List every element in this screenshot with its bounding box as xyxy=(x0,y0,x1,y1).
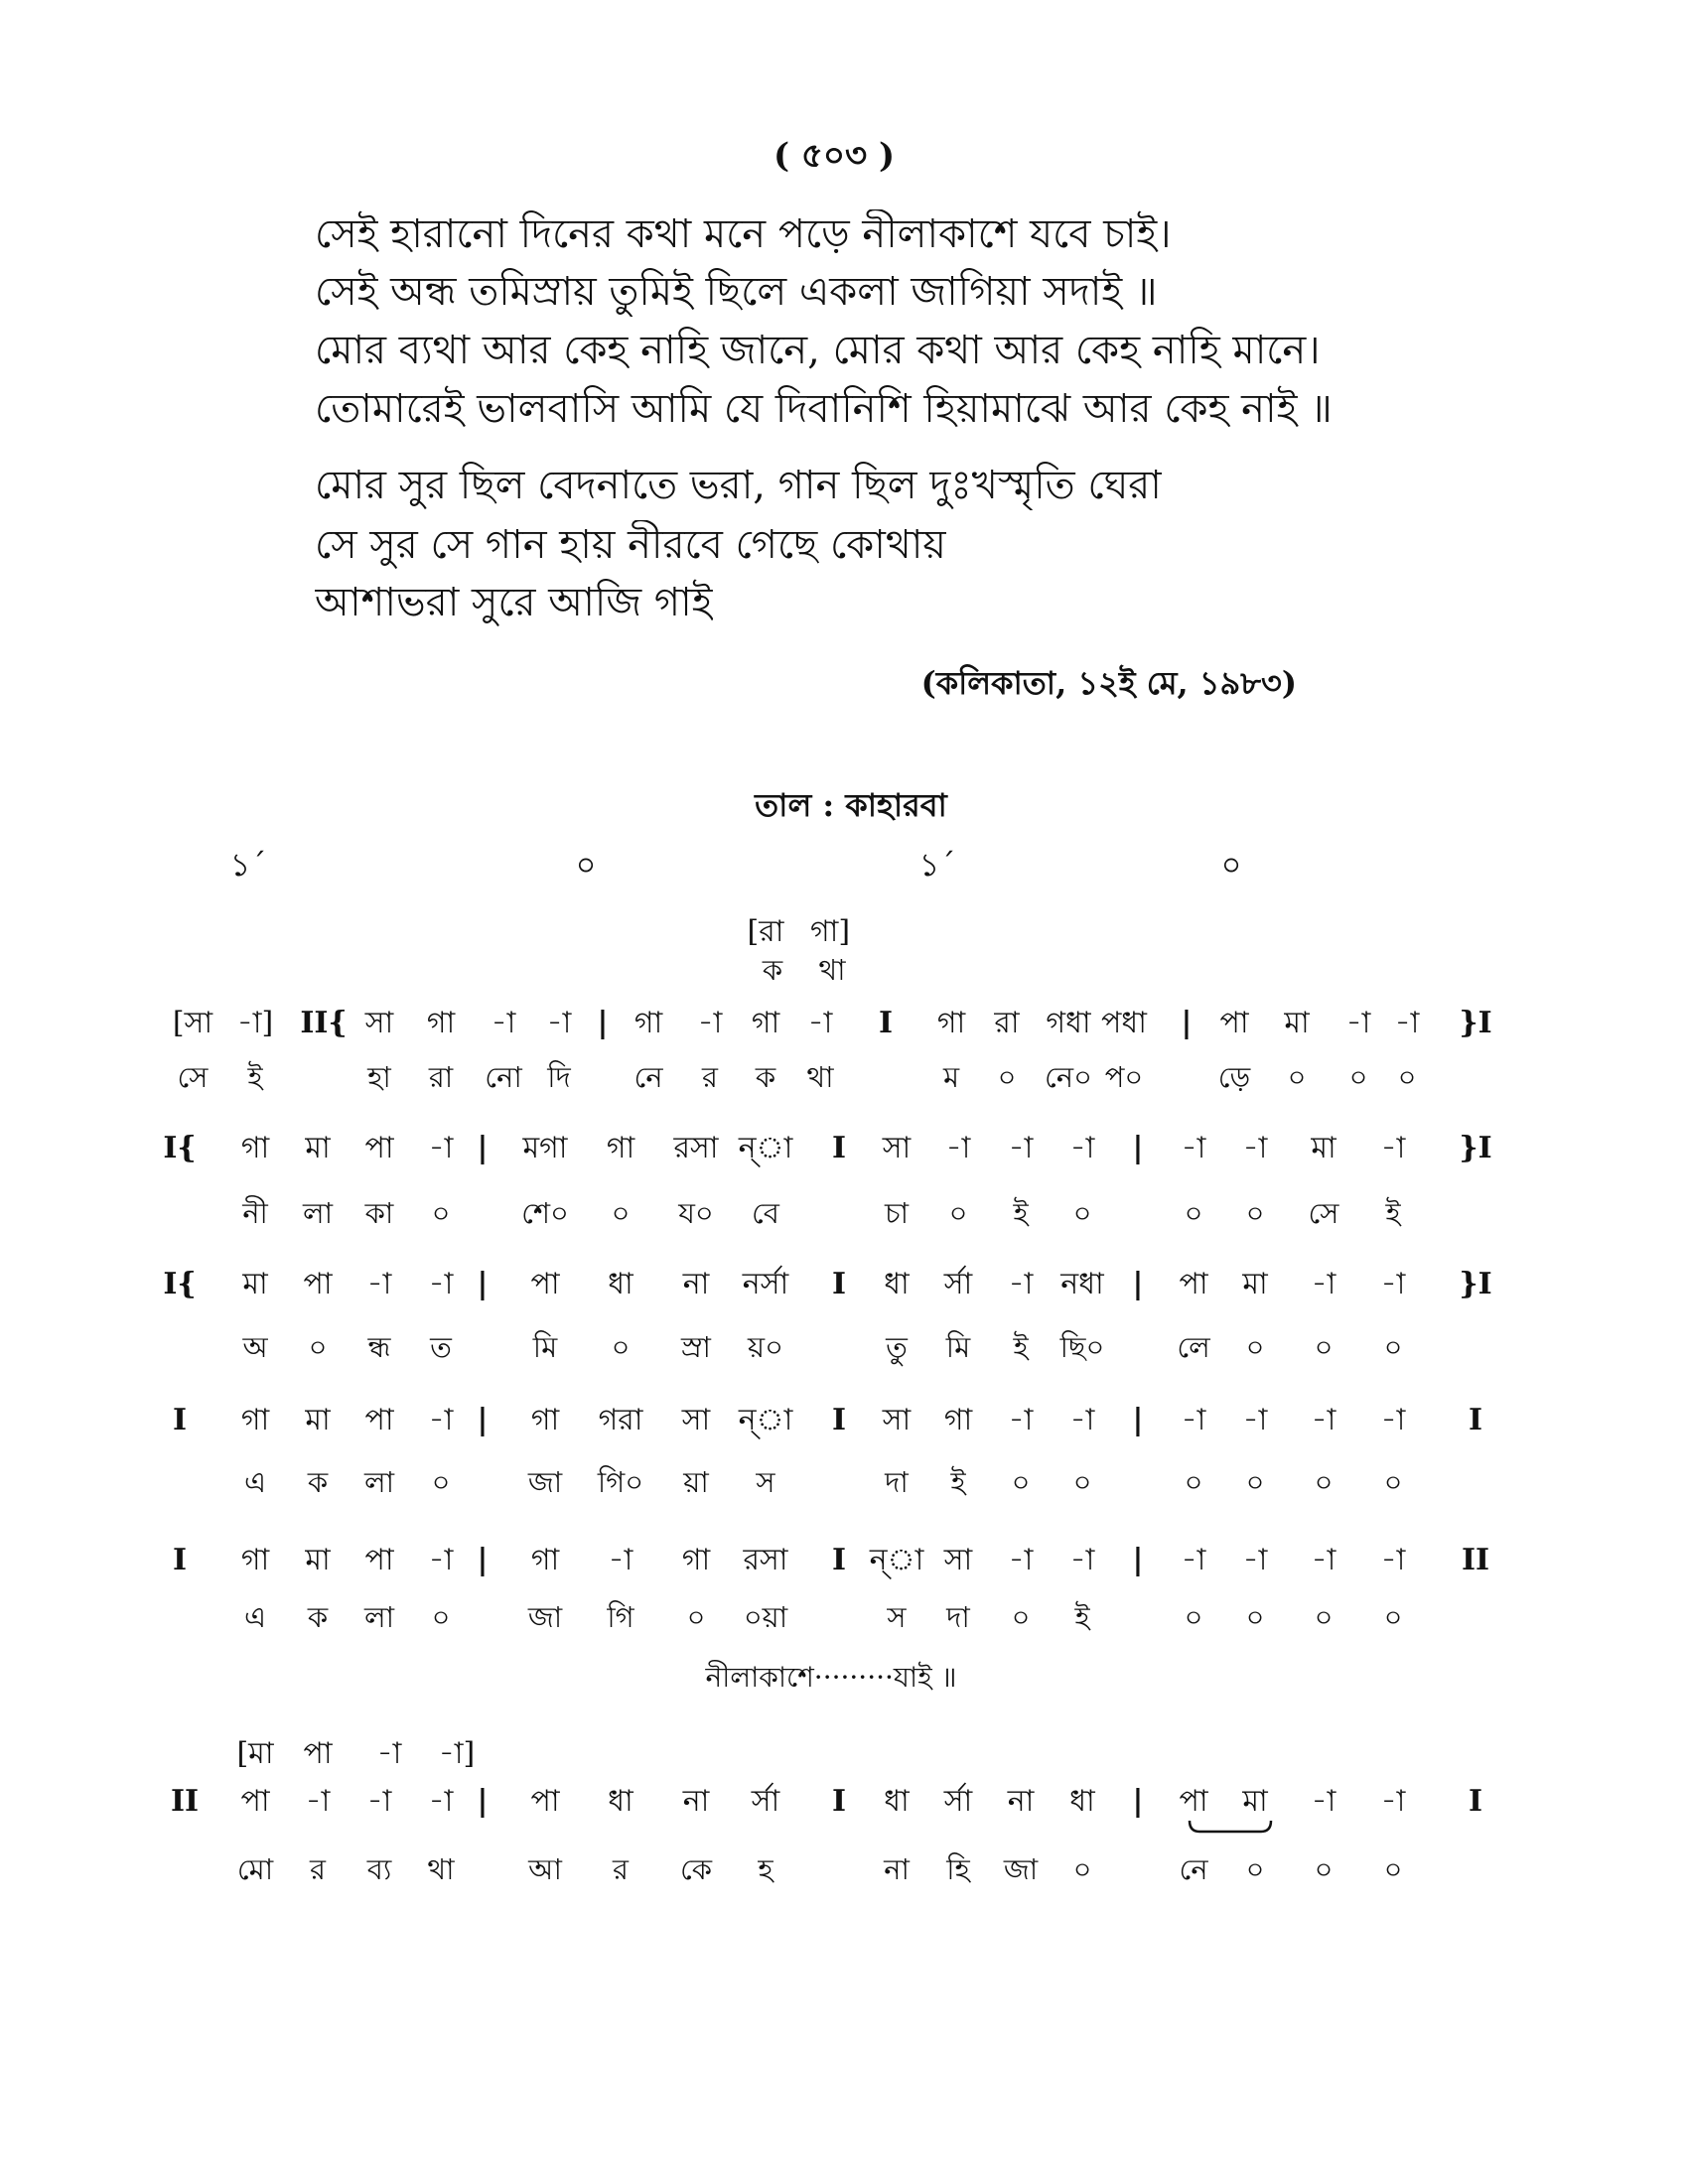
note-cell: -া xyxy=(1008,1403,1034,1437)
note-cell: পা xyxy=(303,1267,333,1301)
note-cell: -া xyxy=(1380,1784,1406,1819)
lyric-syllable: কে xyxy=(679,1852,713,1886)
refrain-cue: নীলাকাশে·········যাই ॥ xyxy=(705,1661,957,1694)
variant-syllable: ক xyxy=(762,953,783,987)
note-cell: পা xyxy=(1179,1784,1208,1819)
place-date: (কলিকাতা, ১২ই মে, ১৯৮৩) xyxy=(920,664,1297,702)
note-cell: -া xyxy=(1181,1131,1206,1165)
beat-mark: ১´ xyxy=(918,846,956,884)
lyric-line: মোর সুর ছিল বেদনাতে ভরা, গান ছিল দুঃখস্মৃতি ঘেরা xyxy=(315,463,1162,508)
lyric-syllable: স xyxy=(887,1600,907,1634)
lyric-syllable: ই xyxy=(1074,1600,1090,1634)
lyric-syllable: গি০ xyxy=(597,1465,644,1499)
barline: | xyxy=(1181,1006,1193,1040)
note-cell: গরা xyxy=(598,1403,643,1437)
tal-label: তাল : কাহারবা xyxy=(755,786,947,824)
lyric-syllable: ০ xyxy=(1184,1465,1203,1499)
lyric-syllable: ০ xyxy=(1184,1196,1203,1230)
note-cell: মা xyxy=(1284,1006,1310,1040)
lyric-syllable: ০ xyxy=(1314,1852,1334,1886)
prefix-note: [সা xyxy=(172,1006,213,1040)
note-cell: -া xyxy=(491,1006,516,1040)
note-cell: র্সা xyxy=(943,1267,973,1301)
lyric-syllable: সে xyxy=(1308,1196,1339,1230)
note-cell: ধা xyxy=(608,1784,633,1819)
lyric-syllable: ০ xyxy=(1383,1465,1403,1499)
lyric-syllable: ০ xyxy=(1011,1465,1031,1499)
note-cell: পা xyxy=(364,1543,394,1577)
note-cell: -া xyxy=(945,1131,971,1165)
lyric-syllable: আ xyxy=(528,1852,562,1886)
lyric-syllable: য়া xyxy=(683,1465,709,1499)
lyric-syllable: ০ xyxy=(686,1600,706,1634)
lyric-syllable: কা xyxy=(364,1196,394,1230)
note-cell: গা xyxy=(530,1543,560,1577)
lyric-syllable: ই xyxy=(1385,1196,1401,1230)
lyric-syllable: ক xyxy=(755,1060,776,1094)
variant-note: [মা xyxy=(236,1736,274,1771)
note-cell: ন্‌া xyxy=(738,1403,793,1437)
note-cell: গা xyxy=(530,1403,560,1437)
beat-mark: ১´ xyxy=(229,846,267,884)
section-end-marker: }I xyxy=(1459,1267,1492,1301)
page-number: ( ৫০৩ ) xyxy=(773,136,896,176)
lyric-syllable: মি xyxy=(945,1330,971,1364)
lyric-syllable: ন্ধ xyxy=(367,1330,391,1364)
beat-divider: I xyxy=(878,1006,894,1040)
note-cell: পা xyxy=(530,1267,560,1301)
note-cell: গা xyxy=(681,1543,711,1577)
note-cell: -া xyxy=(1311,1543,1336,1577)
variant-note: -া] xyxy=(438,1736,476,1771)
beat-divider: I xyxy=(831,1403,847,1437)
section-end-marker: }I xyxy=(1459,1006,1492,1040)
note-cell: ধা xyxy=(884,1784,910,1819)
slur-mark xyxy=(1187,1819,1274,1837)
barline: | xyxy=(1132,1543,1144,1577)
note-cell: গধা xyxy=(1046,1006,1091,1040)
note-cell: -া xyxy=(807,1006,833,1040)
note-cell: পা xyxy=(1219,1006,1249,1040)
prefix-syllable: সে xyxy=(177,1060,209,1094)
lyric-syllable: ০ xyxy=(948,1196,968,1230)
variant-note: -া xyxy=(376,1736,402,1771)
barline: | xyxy=(597,1006,609,1040)
note-cell: গা xyxy=(240,1403,270,1437)
note-cell: সা xyxy=(681,1403,711,1437)
note-cell: -া xyxy=(1380,1267,1406,1301)
note-cell: -া xyxy=(1311,1267,1336,1301)
lyric-syllable: লা xyxy=(363,1600,395,1634)
variant-note: গা] xyxy=(809,914,851,949)
lyric-syllable: লা xyxy=(363,1465,395,1499)
lyric-syllable: ০ xyxy=(1245,1330,1265,1364)
lyric-syllable: বে xyxy=(752,1196,779,1230)
note-cell: -া xyxy=(1380,1543,1406,1577)
section-end-marker: }I xyxy=(1459,1131,1492,1165)
lyric-syllable: প০ xyxy=(1104,1060,1144,1094)
note-cell: -া xyxy=(697,1006,723,1040)
note-cell: ধা xyxy=(608,1267,633,1301)
note-cell: -া xyxy=(428,1543,454,1577)
note-cell: -া xyxy=(1242,1403,1268,1437)
lyric-syllable: ই xyxy=(1013,1330,1029,1364)
lyric-line: মোর ব্যথা আর কেহ নাহি জানে, মোর কথা আর কেহ নাহি মানে। xyxy=(315,328,1321,373)
lyric-syllable: ০ xyxy=(308,1330,328,1364)
note-cell: পা xyxy=(364,1403,394,1437)
lyric-syllable: ০ xyxy=(1184,1600,1203,1634)
barline: | xyxy=(1132,1131,1144,1165)
note-cell: রা xyxy=(994,1006,1020,1040)
note-cell: গা xyxy=(240,1131,270,1165)
lyric-syllable: এ xyxy=(243,1600,267,1634)
lyric-syllable: ক xyxy=(307,1600,329,1634)
lyric-syllable: ০ xyxy=(1072,1196,1092,1230)
lyric-syllable: ০ xyxy=(1072,1465,1092,1499)
note-cell: -া xyxy=(1008,1543,1034,1577)
note-cell: -া xyxy=(1069,1543,1095,1577)
lyric-line: তোমারেই ভালবাসি আমি যে দিবানিশি হিয়ামাঝে আর কেহ নাই ॥ xyxy=(315,386,1333,432)
lyric-syllable: ই xyxy=(1013,1196,1029,1230)
note-cell: সা xyxy=(943,1543,973,1577)
lyric-syllable: এ xyxy=(243,1465,267,1499)
lyric-syllable: স xyxy=(756,1465,775,1499)
lyric-syllable: হ xyxy=(758,1852,774,1886)
barline: | xyxy=(477,1131,489,1165)
lyric-syllable: ০ xyxy=(431,1600,451,1634)
barline: | xyxy=(477,1267,489,1301)
section-end-marker: I xyxy=(1468,1403,1483,1437)
beat-divider: I xyxy=(831,1784,847,1819)
lyric-syllable: দা xyxy=(946,1600,970,1634)
lyric-syllable: ০ xyxy=(1383,1600,1403,1634)
note-cell: না xyxy=(682,1784,710,1819)
section-end-marker: I xyxy=(1468,1784,1483,1819)
lyric-syllable: মো xyxy=(236,1852,274,1886)
note-cell: রসা xyxy=(673,1131,719,1165)
note-cell: মা xyxy=(1311,1131,1336,1165)
note-cell: সা xyxy=(364,1006,394,1040)
lyric-syllable: নী xyxy=(242,1196,268,1230)
note-cell: গা xyxy=(426,1006,456,1040)
lyric-syllable: নে০ xyxy=(1045,1060,1092,1094)
lyric-line: সেই অন্ধ তমিস্রায় তুমিই ছিলে একলা জাগিয়া সদাই ॥ xyxy=(315,269,1158,315)
beat-divider: I xyxy=(831,1131,847,1165)
section-start-marker: II{ xyxy=(300,1006,348,1040)
lyric-syllable: দা xyxy=(885,1465,909,1499)
note-cell: নধা xyxy=(1060,1267,1104,1301)
note-cell: -া xyxy=(608,1543,633,1577)
note-cell: পা xyxy=(1179,1267,1208,1301)
note-cell: র্সা xyxy=(751,1784,780,1819)
barline: | xyxy=(477,1403,489,1437)
section-start-marker: I{ xyxy=(163,1131,197,1165)
barline: | xyxy=(477,1784,489,1819)
note-cell: না xyxy=(682,1267,710,1301)
variant-syllable: থা xyxy=(818,953,846,987)
lyric-syllable: ০য়া xyxy=(743,1600,788,1634)
note-cell: -া xyxy=(546,1006,572,1040)
note-cell: -া xyxy=(1242,1543,1268,1577)
lyric-syllable: র xyxy=(702,1060,718,1094)
note-cell: -া xyxy=(1242,1131,1268,1165)
lyric-syllable: ম xyxy=(942,1060,960,1094)
note-cell: গা xyxy=(633,1006,663,1040)
note-cell: মা xyxy=(305,1403,331,1437)
note-cell: ন্‌া xyxy=(738,1131,793,1165)
lyric-syllable: ০ xyxy=(1314,1465,1334,1499)
lyric-syllable: হা xyxy=(367,1060,391,1094)
lyric-syllable: ০ xyxy=(1287,1060,1307,1094)
lyric-syllable: অ xyxy=(242,1330,268,1364)
note-cell: ধা xyxy=(884,1267,910,1301)
lyric-syllable: তু xyxy=(886,1330,908,1364)
barline: | xyxy=(1132,1403,1144,1437)
lyric-syllable: ০ xyxy=(611,1330,631,1364)
lyric-line: আশাভরা সুরে আজি গাই xyxy=(315,580,713,625)
lyric-syllable: জা xyxy=(527,1600,563,1634)
lyric-syllable: ব্য xyxy=(366,1852,392,1886)
note-cell: -া xyxy=(428,1267,454,1301)
barline: | xyxy=(1132,1784,1144,1819)
note-cell: -া xyxy=(428,1131,454,1165)
note-cell: না xyxy=(1007,1784,1035,1819)
note-cell: মা xyxy=(1242,1784,1268,1819)
note-cell: ন্‌া xyxy=(869,1543,924,1577)
lyric-syllable: ০ xyxy=(431,1465,451,1499)
note-cell: পা xyxy=(530,1784,560,1819)
note-cell: সা xyxy=(882,1403,912,1437)
note-cell: সা xyxy=(882,1131,912,1165)
lyric-syllable: য়০ xyxy=(748,1330,783,1364)
lyric-syllable: থা xyxy=(806,1060,834,1094)
note-cell: গা xyxy=(936,1006,966,1040)
note-cell: -া xyxy=(1069,1403,1095,1437)
note-cell: -া xyxy=(1311,1784,1336,1819)
lyric-syllable: শে০ xyxy=(521,1196,569,1230)
section-start-marker: I xyxy=(172,1543,188,1577)
note-cell: মা xyxy=(1242,1267,1268,1301)
lyric-line: সেই হারানো দিনের কথা মনে পড়ে নীলাকাশে যবে চাই। xyxy=(315,211,1172,257)
note-cell: -া xyxy=(1181,1403,1206,1437)
section-start-marker: I xyxy=(172,1403,188,1437)
lyric-syllable: রা xyxy=(428,1060,454,1094)
lyric-syllable: ক xyxy=(307,1465,329,1499)
note-cell: -া xyxy=(1380,1131,1406,1165)
prefix-syllable: ই xyxy=(247,1060,263,1094)
lyric-syllable: র xyxy=(310,1852,326,1886)
note-cell: গা xyxy=(751,1006,780,1040)
lyric-syllable: ০ xyxy=(431,1196,451,1230)
lyric-syllable: থা xyxy=(427,1852,455,1886)
note-cell: -া xyxy=(1069,1131,1095,1165)
lyric-syllable: ০ xyxy=(1072,1852,1092,1886)
lyric-syllable: লে xyxy=(1177,1330,1210,1364)
lyric-syllable: গি xyxy=(607,1600,634,1634)
lyric-syllable: ০ xyxy=(1348,1060,1368,1094)
note-cell: রসা xyxy=(743,1543,788,1577)
variant-note: [রা xyxy=(747,914,784,949)
lyric-syllable: মি xyxy=(532,1330,558,1364)
lyric-syllable: য০ xyxy=(678,1196,714,1230)
note-cell: মা xyxy=(305,1131,331,1165)
lyric-syllable: ০ xyxy=(611,1196,631,1230)
note-cell: পধা xyxy=(1101,1006,1147,1040)
note-cell: -া xyxy=(428,1403,454,1437)
lyric-syllable: ০ xyxy=(1383,1852,1403,1886)
lyric-syllable: ০ xyxy=(1383,1330,1403,1364)
lyric-syllable: নে xyxy=(1179,1852,1208,1886)
note-cell: ধা xyxy=(1069,1784,1095,1819)
lyric-syllable: নো xyxy=(485,1060,522,1094)
barline: | xyxy=(1132,1267,1144,1301)
lyric-syllable: চা xyxy=(884,1196,910,1230)
lyric-syllable: হি xyxy=(946,1852,970,1886)
lyric-syllable: ০ xyxy=(1314,1330,1334,1364)
lyric-syllable: ছি০ xyxy=(1059,1330,1105,1364)
lyric-syllable: ০ xyxy=(1397,1060,1417,1094)
lyric-syllable: লা xyxy=(302,1196,334,1230)
lyric-syllable: ০ xyxy=(997,1060,1017,1094)
lyric-syllable: ত xyxy=(430,1330,452,1364)
lyric-syllable: র xyxy=(613,1852,629,1886)
barline: | xyxy=(477,1543,489,1577)
note-cell: নর্সা xyxy=(742,1267,789,1301)
section-start-marker: I{ xyxy=(163,1267,197,1301)
lyric-syllable: দি xyxy=(547,1060,571,1094)
note-cell: মা xyxy=(305,1543,331,1577)
section-end-marker: II xyxy=(1461,1543,1490,1577)
note-cell: -া xyxy=(366,1267,392,1301)
note-cell: পা xyxy=(364,1131,394,1165)
lyric-syllable: ০ xyxy=(1314,1600,1334,1634)
beat-mark: ০ xyxy=(575,846,597,884)
lyric-syllable: না xyxy=(884,1852,910,1886)
beat-divider: I xyxy=(831,1267,847,1301)
beat-mark: ০ xyxy=(1220,846,1242,884)
beat-divider: I xyxy=(831,1543,847,1577)
note-cell: গা xyxy=(943,1403,973,1437)
note-cell: পা xyxy=(240,1784,270,1819)
lyric-syllable: ০ xyxy=(1011,1600,1031,1634)
lyric-syllable: ০ xyxy=(1245,1600,1265,1634)
lyric-syllable: ০ xyxy=(1245,1852,1265,1886)
note-cell: -া xyxy=(1181,1543,1206,1577)
note-cell: -া xyxy=(1394,1006,1420,1040)
note-cell: গা xyxy=(606,1131,635,1165)
lyric-syllable: জা xyxy=(527,1465,563,1499)
lyric-syllable: ই xyxy=(950,1465,966,1499)
note-cell: -া xyxy=(1380,1403,1406,1437)
note-cell: -া xyxy=(366,1784,392,1819)
note-cell: -া xyxy=(1311,1403,1336,1437)
note-cell: -া xyxy=(305,1784,331,1819)
lyric-syllable: ড়ে xyxy=(1217,1060,1251,1094)
note-cell: মা xyxy=(242,1267,268,1301)
lyric-syllable: নে xyxy=(633,1060,663,1094)
lyric-syllable: জা xyxy=(1003,1852,1039,1886)
note-cell: -া xyxy=(428,1784,454,1819)
note-cell: গা xyxy=(240,1543,270,1577)
lyric-line: সে সুর সে গান হায় নীরবে গেছে কোথায় xyxy=(315,522,946,568)
section-start-marker: II xyxy=(170,1784,200,1819)
lyric-syllable: স্রা xyxy=(681,1330,711,1364)
variant-note: পা xyxy=(303,1736,333,1771)
note-cell: -া xyxy=(1345,1006,1371,1040)
note-cell: -া xyxy=(1008,1131,1034,1165)
note-cell: মগা xyxy=(522,1131,568,1165)
note-cell: র্সা xyxy=(943,1784,973,1819)
lyric-syllable: ০ xyxy=(1245,1196,1265,1230)
prefix-note: -া] xyxy=(236,1006,274,1040)
note-cell: -া xyxy=(1008,1267,1034,1301)
lyric-syllable: ০ xyxy=(1245,1465,1265,1499)
